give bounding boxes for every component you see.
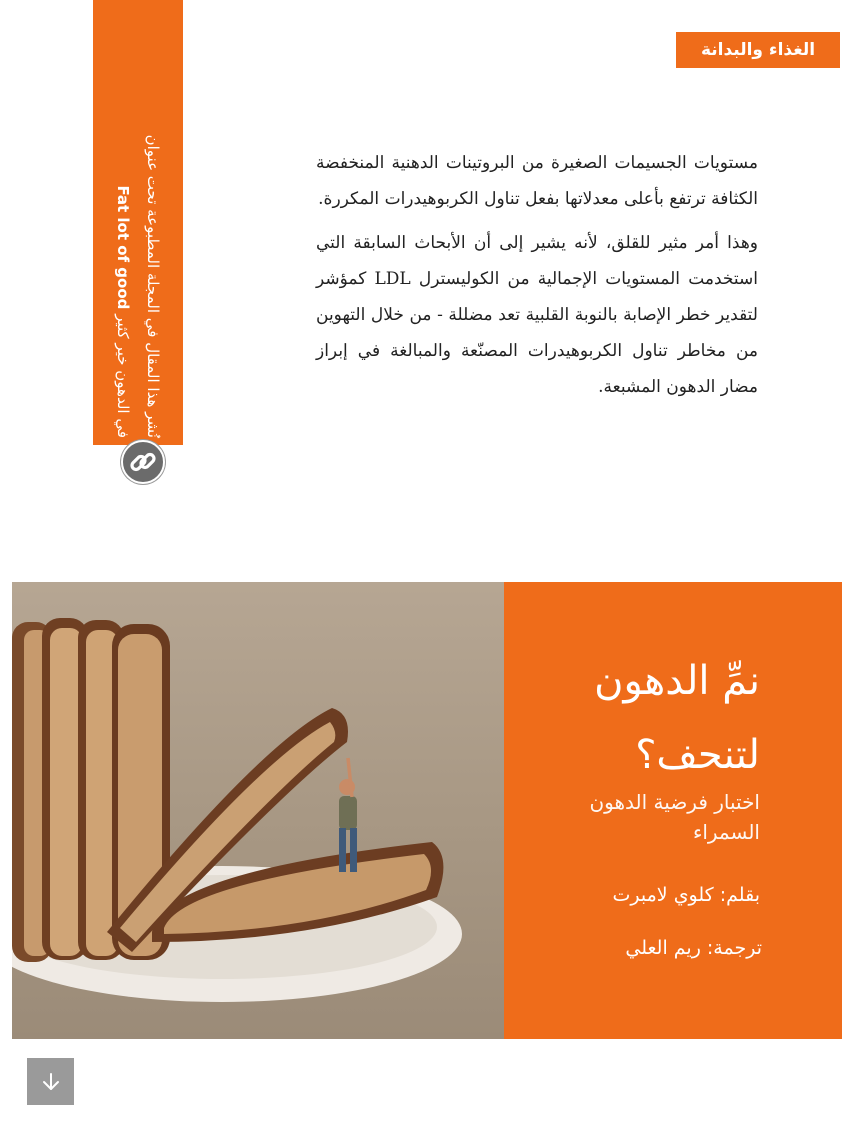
article-subtitle: اختبار فرضية الدهون السمراء (589, 790, 760, 844)
arrow-down-icon (40, 1071, 62, 1093)
article-paragraph: وهذا أمر مثير للقلق، لأنه يشير إلى أن الأبحاث السابقة التي استخدمت المستويات الإجمالية من الكوليسترل LDL كمؤشر لتقدير خطر الإصابة بالنوبة القلبية تعد مضللة - من خلال التهوين من مخاطر تناول الكربوهيدرات المصنّعة والمبالغة في إبراز مضار الدهون المشبعة. (316, 233, 758, 397)
print-edition-text (108, 8, 168, 438)
section-tag: الغذاء والبدانة (676, 32, 840, 68)
article-body (316, 145, 758, 413)
print-edition-banner (93, 0, 183, 445)
article-title (520, 644, 760, 792)
article-title-line: لتنحف؟ (635, 732, 760, 778)
scroll-down-button[interactable] (27, 1058, 74, 1105)
link-button[interactable] (121, 440, 165, 484)
bread-photo (12, 582, 504, 1039)
bread-illustration (12, 582, 504, 1039)
article-translator: ترجمة: ريم العلي (625, 937, 762, 959)
article-author: بقلم: كلوي لامبرت (612, 884, 760, 906)
print-edition-line2 (108, 8, 138, 438)
print-edition-line1: نُشر هذا المقال في المجلة المطبوعة تحت عنوان (144, 134, 162, 438)
link-icon (123, 442, 163, 482)
print-edition-title-en: Fat lot of good (114, 185, 132, 309)
article-paragraph: مستويات الجسيمات الصغيرة من البروتينات الدهنية المنخفضة الكثافة ترتفع بأعلى معدلاتها بفعل تناول الكربوهيدرات المكررة. (316, 153, 758, 209)
print-edition-title-ar: في الدهون خير كثير (114, 313, 132, 438)
article-title-line: نمِّ الدهون (594, 658, 760, 704)
article-hero-panel (504, 582, 842, 1039)
